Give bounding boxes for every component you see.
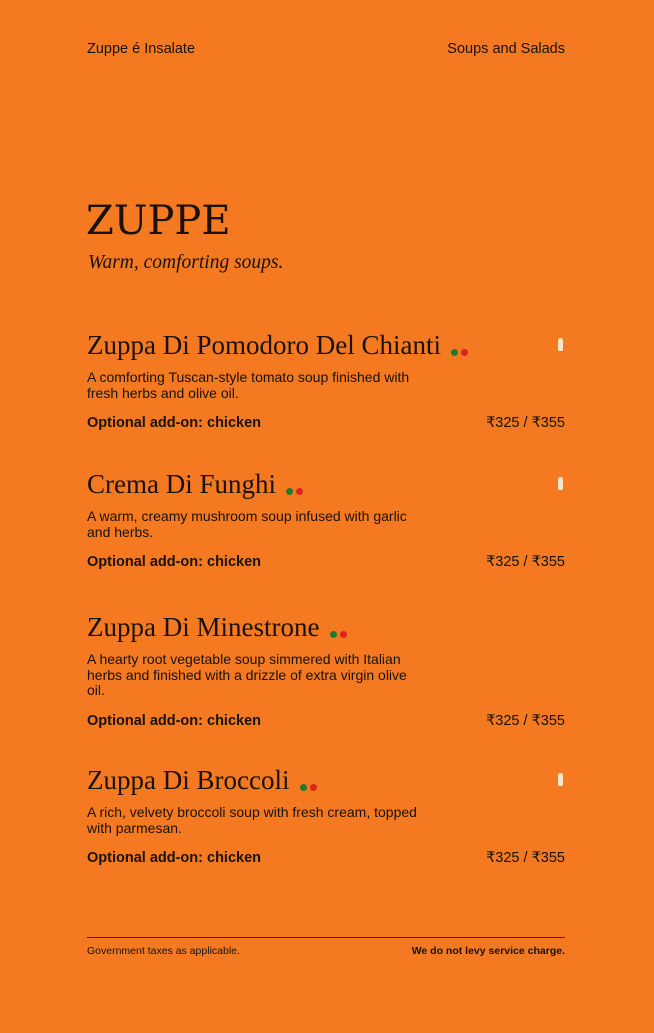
header-right-title: Soups and Salads [447, 41, 565, 57]
item-price: ₹325 / ₹355 [486, 415, 565, 431]
menu-item [87, 469, 565, 570]
nonveg-dot-icon [340, 631, 347, 638]
veg-dot-icon [451, 349, 458, 356]
item-addon: Optional add-on: chicken [87, 554, 262, 570]
menu-item [87, 330, 565, 431]
item-name: Zuppa Di Broccoli [87, 765, 290, 795]
diet-markers [286, 482, 306, 500]
footer-divider [87, 937, 565, 938]
spicy-icon [558, 338, 563, 351]
item-description: A warm, creamy mushroom soup infused with garlic and herbs. [87, 508, 407, 540]
page-footer [87, 945, 565, 957]
item-description: A comforting Tuscan-style tomato soup finished with fresh herbs and olive oil. [87, 369, 410, 401]
diet-markers [330, 625, 350, 643]
veg-dot-icon [286, 488, 293, 495]
veg-dot-icon [330, 631, 337, 638]
spicy-icon [558, 477, 563, 490]
page-header [87, 41, 565, 57]
menu-item [87, 765, 565, 866]
header-left-title: Zuppe é Insalate [87, 41, 196, 57]
service-charge-note: We do not levy service charge. [411, 945, 565, 957]
nonveg-dot-icon [296, 488, 303, 495]
spicy-icon [558, 773, 563, 786]
item-name: Zuppa Di Minestrone [87, 612, 320, 642]
item-price: ₹325 / ₹355 [486, 850, 565, 866]
item-price: ₹325 / ₹355 [486, 554, 565, 570]
diet-markers [451, 343, 471, 361]
veg-dot-icon [300, 784, 307, 791]
item-name: Zuppa Di Pomodoro Del Chianti [87, 330, 441, 360]
item-price: ₹325 / ₹355 [486, 712, 565, 729]
tax-note: Government taxes as applicable. [87, 945, 240, 957]
item-addon: Optional add-on: chicken [87, 850, 262, 866]
nonveg-dot-icon [461, 349, 468, 356]
menu-item [87, 612, 565, 729]
item-description: A rich, velvety broccoli soup with fresh cream, topped with parmesan. [87, 804, 417, 836]
nonveg-dot-icon [310, 784, 317, 791]
item-addon: Optional add-on: chicken [87, 415, 262, 431]
item-description: A hearty root vegetable soup simmered with Italian herbs and finished with a drizzle of extra virgin olive oil. [87, 651, 407, 698]
diet-markers [300, 778, 320, 796]
item-name: Crema Di Funghi [87, 469, 276, 499]
section-title: ZUPPE [86, 198, 231, 244]
section-subtitle: Warm, comforting soups. [88, 252, 284, 273]
item-addon: Optional add-on: chicken [87, 712, 262, 729]
